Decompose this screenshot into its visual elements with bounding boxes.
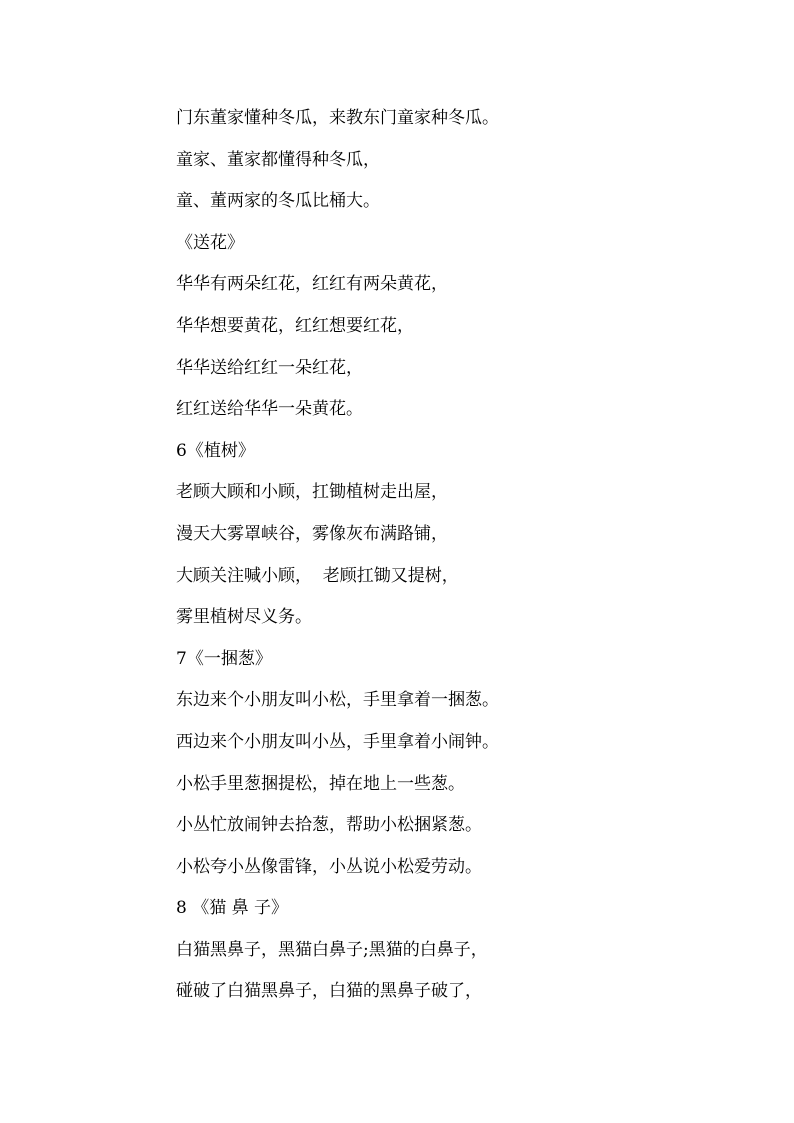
text-line: 白猫黑鼻子，黑猫白鼻子;黑猫的白鼻子，: [176, 939, 488, 960]
section-title: 7《一捆葱》: [176, 648, 272, 669]
section-title: 8 《猫 鼻 子》: [176, 898, 289, 919]
text-line: 东边来个小朋友叫小松，手里拿着一捆葱。: [176, 690, 499, 711]
text-line: 碰破了白猫黑鼻子，白猫的黑鼻子破了，: [176, 981, 482, 1002]
text-line: 华华送给红红一朵红花，: [176, 357, 363, 378]
text-line: 小丛忙放闹钟去拾葱，帮助小松捆紧葱。: [176, 815, 482, 836]
text-body: [176, 104, 756, 1019]
text-line: 华华有两朵红花，红红有两朵黄花，: [176, 274, 448, 295]
text-line: 老顾大顾和小顾，扛锄植树走出屋，: [176, 482, 448, 503]
text-line: 红红送给华华一朵黄花。: [176, 399, 363, 420]
text-line: 小松手里葱捆提松，掉在地上一些葱。: [176, 773, 465, 794]
text-line: 门东董家懂种冬瓜，来教东门童家种冬瓜。: [176, 108, 499, 128]
text-line: 华华想要黄花，红红想要红花，: [176, 315, 414, 336]
text-line: 小松夸小丛像雷锋，小丛说小松爱劳动。: [176, 856, 482, 877]
text-line: 童、董两家的冬瓜比桶大。: [176, 191, 380, 212]
section-title: 《送花》: [176, 232, 244, 253]
text-line: 大顾关注喊小顾， 老顾扛锄又提树，: [176, 565, 459, 586]
text-line: 西边来个小朋友叫小丛，手里拿着小闹钟。: [176, 731, 499, 752]
text-line: 雾里植树尽义务。: [176, 607, 312, 628]
section-title: 6《植树》: [176, 440, 255, 461]
text-line: 童家、董家都懂得种冬瓜，: [176, 149, 380, 170]
text-line: 漫天大雾罩峡谷，雾像灰布满路铺，: [176, 523, 448, 544]
